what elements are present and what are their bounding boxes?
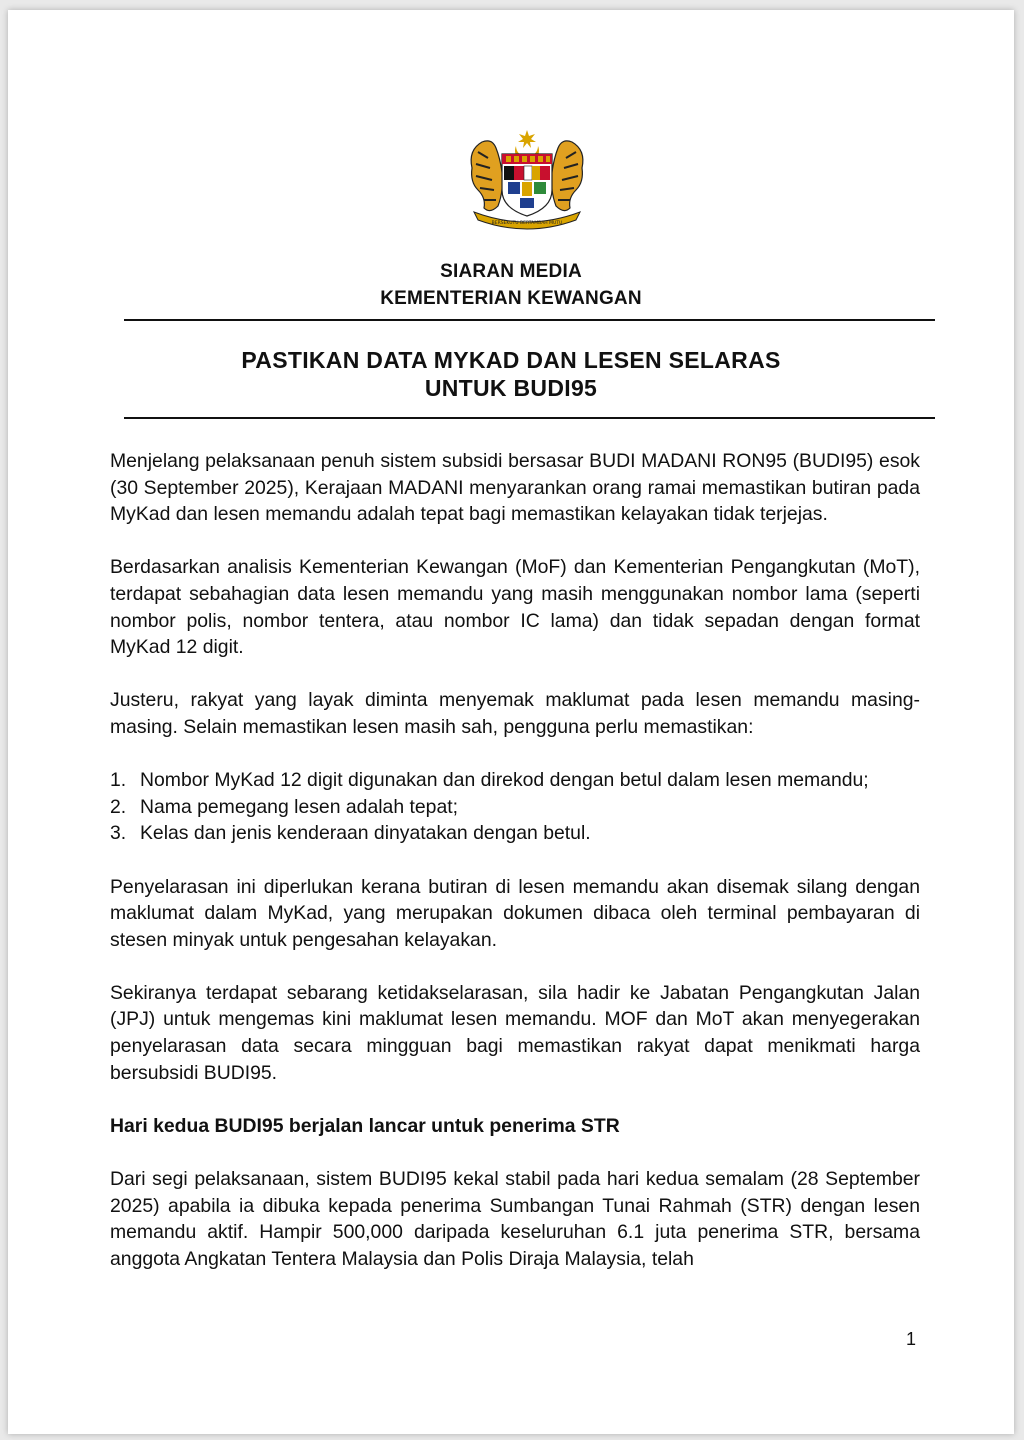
document-page	[8, 10, 1014, 1434]
paragraph-5: Sekiranya terdapat sebarang ketidakselarasan, sila hadir ke Jabatan Pengangkutan Jalan (JPJ) untuk mengemas kini maklumat lesen memandu. MOF dan MoT akan menyegerakan penyelarasan data secara mingguan bagi memastikan rakyat dapat menikmati harga bersubsidi BUDI95.	[110, 981, 920, 1084]
bottom-divider	[124, 417, 935, 419]
list-item-text: Kelas dan jenis kenderaan dinyatakan dengan betul.	[140, 822, 591, 845]
coat-of-arms-icon	[464, 128, 590, 232]
svg-text:BERSEKUTU BERTAMBAH MUTU: BERSEKUTU BERTAMBAH MUTU	[491, 221, 563, 226]
list-item-number: 3.	[110, 822, 127, 845]
paragraph-2: Berdasarkan analisis Kementerian Kewangan (MoF) dan Kementerian Pengangkutan (MoT), terdapat sebahagian data lesen memandu yang masih menggunakan nombor lama (seperti nombor polis, nombor tentera, atau nombor IC lama) dan tidak sepadan dengan format MyKad 12 digit.	[110, 556, 920, 659]
document-body	[110, 448, 920, 1299]
paragraph-3: Justeru, rakyat yang layak diminta menyemak maklumat pada lesen memandu masing-masing. Selain memastikan lesen masih sah, pengguna perlu memastikan:	[110, 689, 920, 738]
masthead-ministry: KEMENTERIAN KEWANGAN	[380, 288, 642, 309]
list-item-number: 1.	[110, 769, 127, 792]
masthead-title: SIARAN MEDIA	[440, 261, 582, 282]
headline-line-1: PASTIKAN DATA MYKAD DAN LESEN SELARAS	[241, 347, 781, 373]
section-subheading: Hari kedua BUDI95 berjalan lancar untuk penerima STR	[110, 1114, 620, 1137]
headline-line-2: UNTUK BUDI95	[424, 375, 598, 401]
paragraph-4: Penyelarasan ini diperlukan kerana butiran di lesen memandu akan disemak silang dengan maklumat dalam MyKad, yang merupakan dokumen dibaca oleh terminal pembayaran di stesen minyak untuk pengesahan kelayakan.	[110, 875, 920, 951]
list-item-number: 2.	[110, 795, 127, 818]
masthead	[8, 258, 1014, 312]
requirements-list	[110, 767, 920, 847]
list-item	[110, 767, 920, 794]
list-item	[110, 794, 920, 821]
top-divider	[124, 319, 935, 321]
list-item	[110, 820, 920, 847]
paragraph-1: Menjelang pelaksanaan penuh sistem subsidi bersasar BUDI MADANI RON95 (BUDI95) esok (30 September 2025), Kerajaan MADANI menyarankan orang ramai memastikan butiran pada MyKad dan lesen memandu adalah tepat bagi memastikan kelayakan tidak terjejas.	[110, 450, 920, 526]
list-item-text: Nombor MyKad 12 digit digunakan dan direkod dengan betul dalam lesen memandu;	[140, 769, 869, 792]
headline	[8, 346, 1014, 402]
paragraph-6: Dari segi pelaksanaan, sistem BUDI95 kekal stabil pada hari kedua semalam (28 September 2025) apabila ia dibuka kepada penerima Sumbangan Tunai Rahmah (STR) dengan lesen memandu aktif. Hampir 500,000 daripada keseluruhan 6.1 juta penerima STR, bersama anggota Angkatan Tentera Malaysia dan Polis Diraja Malaysia, telah	[110, 1168, 920, 1270]
page-number: 1	[906, 1329, 917, 1349]
list-item-text: Nama pemegang lesen adalah tepat;	[140, 795, 459, 818]
